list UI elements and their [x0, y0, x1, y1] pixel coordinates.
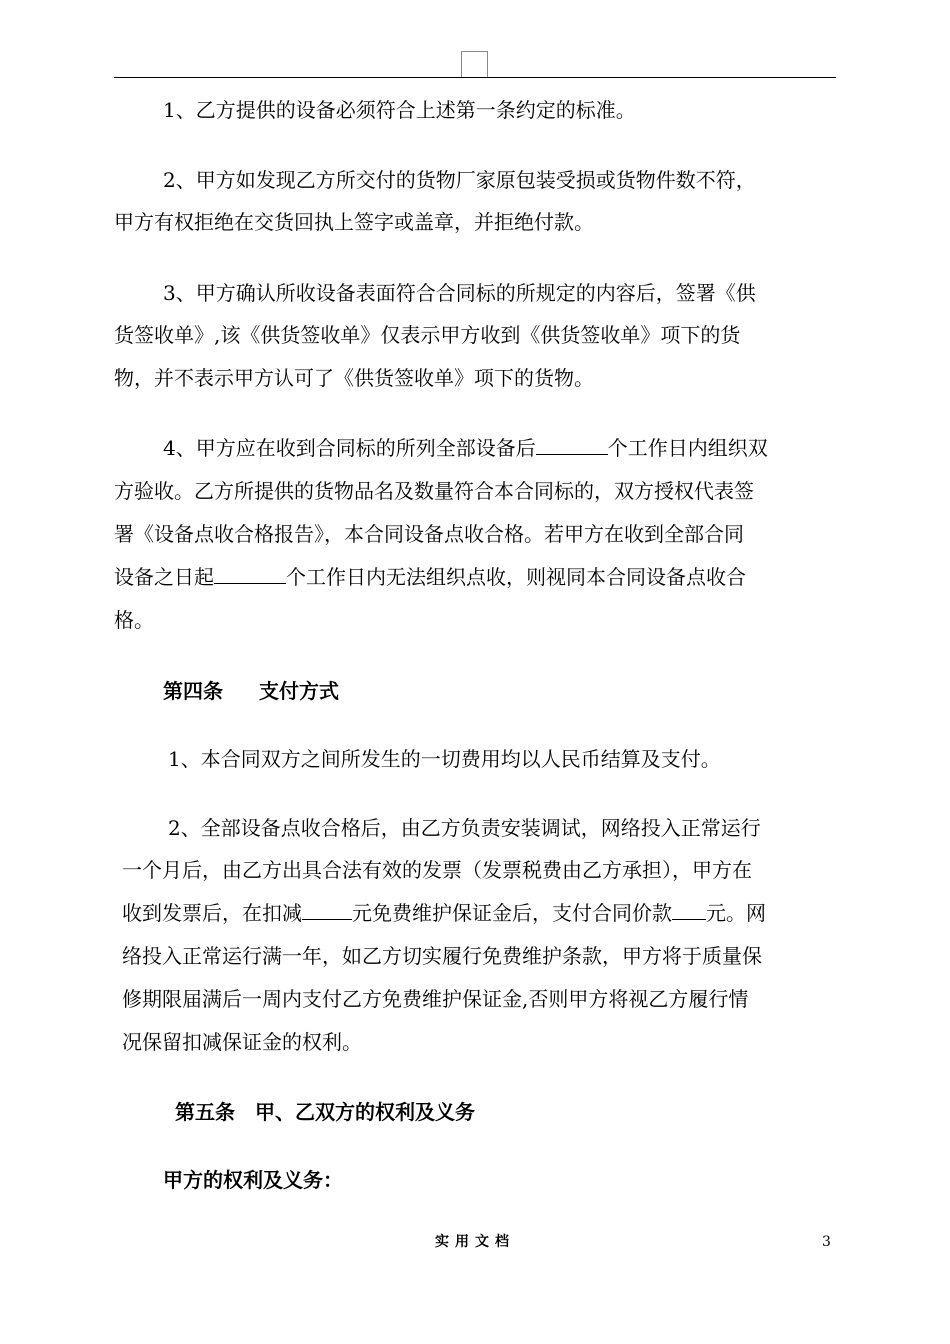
clause-3-item-3-line-1: 3、甲方确认所收设备表面符合合同标的所规定的内容后，签署《供 [163, 281, 756, 305]
clause-3-item-3-line-3: 物，并不表示甲方认可了《供货签收单》项下的货物。 [114, 366, 594, 390]
article-4-number: 第四条 [163, 679, 223, 703]
text-segment: 设备之日起 [114, 565, 214, 589]
header-tab-box [461, 51, 488, 78]
clause-3-item-2-line-2: 甲方有权拒绝在交货回执上签字或盖章，并拒绝付款。 [114, 210, 594, 234]
clause-3-item-4-line-3: 署《设备点收合格报告》，本合同设备点收合格。若甲方在收到全部合同 [114, 522, 744, 546]
clause-4-item-2-line-4: 络投入正常运行满一年，如乙方切实履行免费维护条款，甲方将于质量保 [122, 944, 762, 968]
article-5-heading: 第五条 甲、乙双方的权利及义务 [175, 1100, 475, 1124]
clause-3-item-4-line-2: 方验收。乙方所提供的货物品名及数量符合本合同标的，双方授权代表签 [114, 479, 754, 503]
clause-4-item-2-line-1: 2、全部设备点收合格后，由乙方负责安装调试，网络投入正常运行 [168, 816, 761, 840]
fill-in-blank-price [672, 899, 706, 920]
party-a-rights-heading: 甲方的权利及义务： [163, 1168, 343, 1192]
clause-3-item-3-line-2: 货签收单》,该《供货签收单》仅表示甲方收到《供货签收单》项下的货 [114, 323, 741, 347]
fill-in-blank-days [214, 563, 286, 584]
clause-4-item-2-line-3 [122, 899, 766, 927]
article-4-heading [163, 677, 339, 705]
fill-in-blank-days [536, 434, 608, 455]
clause-3-item-1: 1、乙方提供的设备必须符合上述第一条约定的标准。 [163, 98, 636, 122]
article-4-title: 支付方式 [259, 679, 339, 703]
clause-3-item-4-line-4 [114, 563, 746, 591]
footer-label: 实用文档 [435, 1234, 515, 1250]
clause-4-item-2-line-2: 一个月后，由乙方出具合法有效的发票（发票税费由乙方承担），甲方在 [122, 858, 752, 882]
text-segment: 收到发票后，在扣减 [122, 901, 302, 925]
clause-3-item-4-line-1 [163, 434, 768, 462]
page-number: 3 [822, 1234, 831, 1250]
clause-4-item-2-line-6: 况保留扣减保证金的权利。 [122, 1030, 362, 1054]
text-segment: 4、甲方应在收到合同标的所列全部设备后 [163, 436, 536, 460]
clause-4-item-2-line-5: 修期限届满后一周内支付乙方免费维护保证金,否则甲方将视乙方履行情 [122, 987, 749, 1011]
text-segment: 个工作日内组织双 [607, 436, 768, 460]
text-segment: 元免费维护保证金后，支付合同价款 [352, 901, 672, 925]
clause-4-item-1: 1、本合同双方之间所发生的一切费用均以人民币结算及支付。 [168, 747, 721, 771]
clause-3-item-2-line-1: 2、甲方如发现乙方所交付的货物厂家原包装受损或货物件数不符， [163, 168, 756, 192]
clause-3-item-4-line-5: 格。 [114, 608, 154, 632]
header-rule [114, 77, 836, 78]
text-segment: 个工作日内无法组织点收，则视同本合同设备点收合 [286, 565, 746, 589]
fill-in-blank-deposit [302, 899, 352, 920]
text-segment: 元。网 [706, 901, 766, 925]
